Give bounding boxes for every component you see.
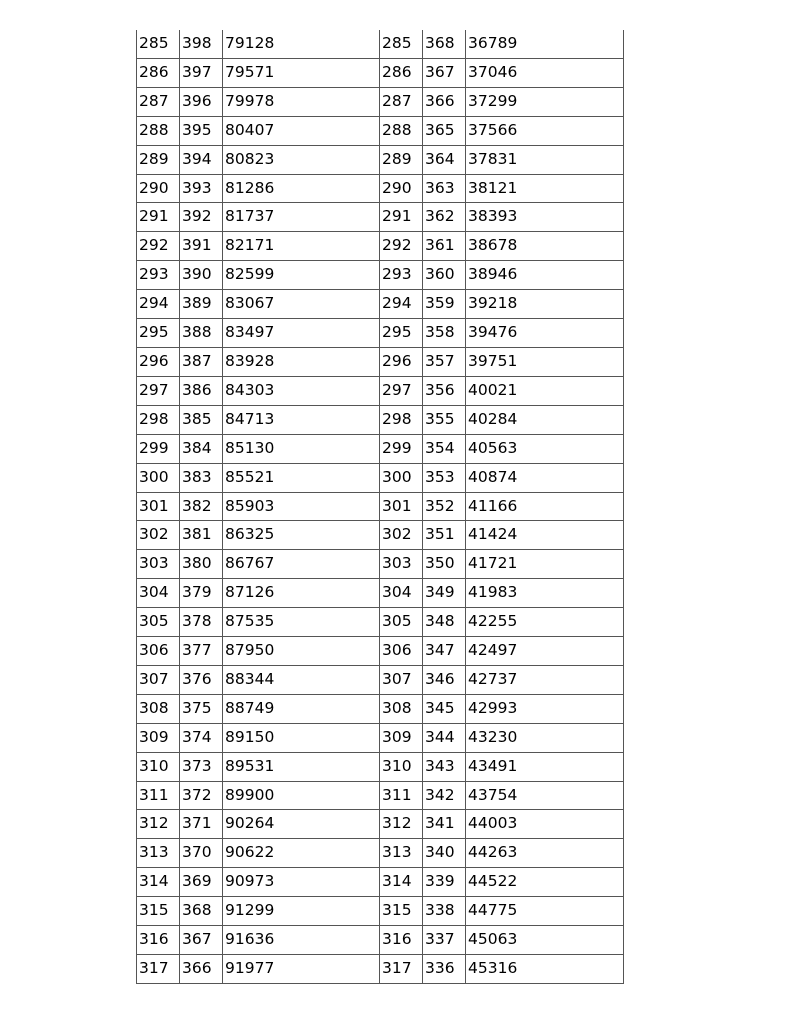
left-score-cell: 386 <box>180 376 223 405</box>
right-score-cell: 368 <box>423 30 466 58</box>
right-rank-cell: 294 <box>380 290 423 319</box>
score-rank-table <box>136 30 624 984</box>
left-count-cell: 83497 <box>223 319 380 348</box>
left-count-cell: 86767 <box>223 550 380 579</box>
table-row <box>137 405 624 434</box>
right-score-cell: 359 <box>423 290 466 319</box>
right-rank-cell: 301 <box>380 492 423 521</box>
left-count-cell: 79978 <box>223 87 380 116</box>
right-score-cell: 355 <box>423 405 466 434</box>
right-rank-cell: 314 <box>380 868 423 897</box>
right-rank-cell: 300 <box>380 463 423 492</box>
table-row <box>137 868 624 897</box>
left-score-cell: 387 <box>180 347 223 376</box>
right-rank-cell: 315 <box>380 897 423 926</box>
left-count-cell: 91977 <box>223 955 380 984</box>
table-row <box>137 521 624 550</box>
table-row <box>137 145 624 174</box>
left-rank-cell: 288 <box>137 116 180 145</box>
left-count-cell: 89150 <box>223 723 380 752</box>
right-score-cell: 360 <box>423 261 466 290</box>
left-count-cell: 90622 <box>223 839 380 868</box>
right-score-cell: 339 <box>423 868 466 897</box>
left-count-cell: 87126 <box>223 579 380 608</box>
left-score-cell: 395 <box>180 116 223 145</box>
right-score-cell: 365 <box>423 116 466 145</box>
left-rank-cell: 300 <box>137 463 180 492</box>
left-count-cell: 91299 <box>223 897 380 926</box>
table-row <box>137 463 624 492</box>
table-row <box>137 319 624 348</box>
right-count-cell: 38678 <box>466 232 624 261</box>
right-count-cell: 37566 <box>466 116 624 145</box>
table-row <box>137 203 624 232</box>
right-count-cell: 43491 <box>466 752 624 781</box>
right-count-cell: 36789 <box>466 30 624 58</box>
left-count-cell: 90973 <box>223 868 380 897</box>
right-score-cell: 347 <box>423 637 466 666</box>
right-score-cell: 340 <box>423 839 466 868</box>
left-score-cell: 388 <box>180 319 223 348</box>
left-score-cell: 380 <box>180 550 223 579</box>
right-count-cell: 44263 <box>466 839 624 868</box>
left-score-cell: 397 <box>180 58 223 87</box>
right-score-cell: 346 <box>423 665 466 694</box>
left-rank-cell: 314 <box>137 868 180 897</box>
left-count-cell: 84713 <box>223 405 380 434</box>
table-row <box>137 232 624 261</box>
table-row <box>137 955 624 984</box>
left-score-cell: 389 <box>180 290 223 319</box>
table-row <box>137 550 624 579</box>
left-count-cell: 88749 <box>223 694 380 723</box>
right-count-cell: 44775 <box>466 897 624 926</box>
left-rank-cell: 303 <box>137 550 180 579</box>
table-row <box>137 579 624 608</box>
table-row <box>137 637 624 666</box>
left-score-cell: 384 <box>180 434 223 463</box>
left-rank-cell: 292 <box>137 232 180 261</box>
left-rank-cell: 296 <box>137 347 180 376</box>
right-score-cell: 367 <box>423 58 466 87</box>
table-row <box>137 116 624 145</box>
right-rank-cell: 289 <box>380 145 423 174</box>
left-score-cell: 394 <box>180 145 223 174</box>
right-score-cell: 342 <box>423 781 466 810</box>
right-count-cell: 41424 <box>466 521 624 550</box>
right-count-cell: 37299 <box>466 87 624 116</box>
left-score-cell: 393 <box>180 174 223 203</box>
table-row <box>137 434 624 463</box>
left-count-cell: 85130 <box>223 434 380 463</box>
right-count-cell: 37831 <box>466 145 624 174</box>
table-row <box>137 376 624 405</box>
right-score-cell: 352 <box>423 492 466 521</box>
left-rank-cell: 317 <box>137 955 180 984</box>
left-count-cell: 88344 <box>223 665 380 694</box>
left-score-cell: 375 <box>180 694 223 723</box>
right-count-cell: 43754 <box>466 781 624 810</box>
right-count-cell: 42737 <box>466 665 624 694</box>
left-rank-cell: 310 <box>137 752 180 781</box>
right-count-cell: 40563 <box>466 434 624 463</box>
right-score-cell: 350 <box>423 550 466 579</box>
right-count-cell: 40284 <box>466 405 624 434</box>
right-rank-cell: 295 <box>380 319 423 348</box>
right-score-cell: 343 <box>423 752 466 781</box>
left-rank-cell: 290 <box>137 174 180 203</box>
right-score-cell: 345 <box>423 694 466 723</box>
right-count-cell: 39218 <box>466 290 624 319</box>
left-score-cell: 368 <box>180 897 223 926</box>
left-score-cell: 385 <box>180 405 223 434</box>
left-rank-cell: 291 <box>137 203 180 232</box>
right-count-cell: 42255 <box>466 608 624 637</box>
left-score-cell: 382 <box>180 492 223 521</box>
table-row <box>137 926 624 955</box>
right-count-cell: 42497 <box>466 637 624 666</box>
right-count-cell: 37046 <box>466 58 624 87</box>
right-score-cell: 362 <box>423 203 466 232</box>
left-score-cell: 392 <box>180 203 223 232</box>
left-count-cell: 86325 <box>223 521 380 550</box>
left-score-cell: 372 <box>180 781 223 810</box>
left-score-cell: 391 <box>180 232 223 261</box>
left-score-cell: 381 <box>180 521 223 550</box>
left-count-cell: 85903 <box>223 492 380 521</box>
left-score-cell: 383 <box>180 463 223 492</box>
table-row <box>137 87 624 116</box>
right-count-cell: 41166 <box>466 492 624 521</box>
right-count-cell: 41721 <box>466 550 624 579</box>
left-count-cell: 79571 <box>223 58 380 87</box>
right-rank-cell: 297 <box>380 376 423 405</box>
left-score-cell: 366 <box>180 955 223 984</box>
left-score-cell: 371 <box>180 810 223 839</box>
right-rank-cell: 306 <box>380 637 423 666</box>
right-score-cell: 349 <box>423 579 466 608</box>
left-count-cell: 81286 <box>223 174 380 203</box>
right-rank-cell: 299 <box>380 434 423 463</box>
right-score-cell: 354 <box>423 434 466 463</box>
right-rank-cell: 303 <box>380 550 423 579</box>
right-count-cell: 38946 <box>466 261 624 290</box>
right-rank-cell: 296 <box>380 347 423 376</box>
right-rank-cell: 316 <box>380 926 423 955</box>
left-count-cell: 84303 <box>223 376 380 405</box>
right-rank-cell: 292 <box>380 232 423 261</box>
right-rank-cell: 293 <box>380 261 423 290</box>
left-rank-cell: 305 <box>137 608 180 637</box>
left-count-cell: 79128 <box>223 30 380 58</box>
right-count-cell: 42993 <box>466 694 624 723</box>
right-score-cell: 363 <box>423 174 466 203</box>
right-rank-cell: 310 <box>380 752 423 781</box>
left-score-cell: 377 <box>180 637 223 666</box>
right-score-cell: 356 <box>423 376 466 405</box>
left-rank-cell: 301 <box>137 492 180 521</box>
table-row <box>137 290 624 319</box>
left-rank-cell: 315 <box>137 897 180 926</box>
table-row <box>137 492 624 521</box>
left-score-cell: 374 <box>180 723 223 752</box>
right-count-cell: 38121 <box>466 174 624 203</box>
table-row <box>137 608 624 637</box>
left-rank-cell: 312 <box>137 810 180 839</box>
left-rank-cell: 293 <box>137 261 180 290</box>
right-score-cell: 341 <box>423 810 466 839</box>
right-score-cell: 351 <box>423 521 466 550</box>
right-rank-cell: 291 <box>380 203 423 232</box>
left-count-cell: 80407 <box>223 116 380 145</box>
left-count-cell: 81737 <box>223 203 380 232</box>
right-rank-cell: 312 <box>380 810 423 839</box>
left-count-cell: 89531 <box>223 752 380 781</box>
table-row <box>137 30 624 58</box>
left-rank-cell: 306 <box>137 637 180 666</box>
right-score-cell: 364 <box>423 145 466 174</box>
right-score-cell: 338 <box>423 897 466 926</box>
right-rank-cell: 287 <box>380 87 423 116</box>
table-row <box>137 694 624 723</box>
table-row <box>137 261 624 290</box>
table-row <box>137 347 624 376</box>
right-count-cell: 44003 <box>466 810 624 839</box>
left-count-cell: 91636 <box>223 926 380 955</box>
right-count-cell: 44522 <box>466 868 624 897</box>
right-count-cell: 39751 <box>466 347 624 376</box>
left-count-cell: 87535 <box>223 608 380 637</box>
table-row <box>137 810 624 839</box>
right-rank-cell: 298 <box>380 405 423 434</box>
right-count-cell: 45063 <box>466 926 624 955</box>
right-score-cell: 337 <box>423 926 466 955</box>
left-score-cell: 376 <box>180 665 223 694</box>
left-count-cell: 82171 <box>223 232 380 261</box>
right-count-cell: 40874 <box>466 463 624 492</box>
right-rank-cell: 308 <box>380 694 423 723</box>
table-body <box>137 30 624 983</box>
table-row <box>137 781 624 810</box>
right-rank-cell: 311 <box>380 781 423 810</box>
left-rank-cell: 294 <box>137 290 180 319</box>
left-score-cell: 398 <box>180 30 223 58</box>
left-count-cell: 82599 <box>223 261 380 290</box>
right-count-cell: 40021 <box>466 376 624 405</box>
table-row <box>137 665 624 694</box>
right-score-cell: 348 <box>423 608 466 637</box>
left-count-cell: 85521 <box>223 463 380 492</box>
left-count-cell: 83928 <box>223 347 380 376</box>
right-score-cell: 358 <box>423 319 466 348</box>
left-count-cell: 90264 <box>223 810 380 839</box>
right-rank-cell: 286 <box>380 58 423 87</box>
right-rank-cell: 313 <box>380 839 423 868</box>
table-row <box>137 752 624 781</box>
right-rank-cell: 307 <box>380 665 423 694</box>
left-rank-cell: 308 <box>137 694 180 723</box>
left-score-cell: 369 <box>180 868 223 897</box>
right-count-cell: 43230 <box>466 723 624 752</box>
right-score-cell: 353 <box>423 463 466 492</box>
table-row <box>137 897 624 926</box>
left-count-cell: 83067 <box>223 290 380 319</box>
right-rank-cell: 305 <box>380 608 423 637</box>
right-rank-cell: 290 <box>380 174 423 203</box>
right-rank-cell: 317 <box>380 955 423 984</box>
left-score-cell: 378 <box>180 608 223 637</box>
left-score-cell: 370 <box>180 839 223 868</box>
left-score-cell: 396 <box>180 87 223 116</box>
right-score-cell: 366 <box>423 87 466 116</box>
left-rank-cell: 307 <box>137 665 180 694</box>
left-score-cell: 390 <box>180 261 223 290</box>
right-rank-cell: 288 <box>380 116 423 145</box>
right-rank-cell: 304 <box>380 579 423 608</box>
left-rank-cell: 311 <box>137 781 180 810</box>
right-score-cell: 344 <box>423 723 466 752</box>
right-count-cell: 45316 <box>466 955 624 984</box>
table-row <box>137 58 624 87</box>
right-rank-cell: 302 <box>380 521 423 550</box>
left-rank-cell: 309 <box>137 723 180 752</box>
right-rank-cell: 285 <box>380 30 423 58</box>
left-count-cell: 89900 <box>223 781 380 810</box>
left-rank-cell: 299 <box>137 434 180 463</box>
right-rank-cell: 309 <box>380 723 423 752</box>
table-row <box>137 723 624 752</box>
left-score-cell: 379 <box>180 579 223 608</box>
left-score-cell: 367 <box>180 926 223 955</box>
left-rank-cell: 304 <box>137 579 180 608</box>
left-rank-cell: 295 <box>137 319 180 348</box>
left-count-cell: 80823 <box>223 145 380 174</box>
left-rank-cell: 285 <box>137 30 180 58</box>
right-count-cell: 41983 <box>466 579 624 608</box>
left-rank-cell: 316 <box>137 926 180 955</box>
table-row <box>137 839 624 868</box>
left-rank-cell: 313 <box>137 839 180 868</box>
left-rank-cell: 302 <box>137 521 180 550</box>
left-score-cell: 373 <box>180 752 223 781</box>
left-rank-cell: 286 <box>137 58 180 87</box>
left-count-cell: 87950 <box>223 637 380 666</box>
left-rank-cell: 287 <box>137 87 180 116</box>
right-score-cell: 336 <box>423 955 466 984</box>
right-count-cell: 38393 <box>466 203 624 232</box>
left-rank-cell: 298 <box>137 405 180 434</box>
left-rank-cell: 297 <box>137 376 180 405</box>
right-count-cell: 39476 <box>466 319 624 348</box>
table-row <box>137 174 624 203</box>
right-score-cell: 361 <box>423 232 466 261</box>
right-score-cell: 357 <box>423 347 466 376</box>
left-rank-cell: 289 <box>137 145 180 174</box>
